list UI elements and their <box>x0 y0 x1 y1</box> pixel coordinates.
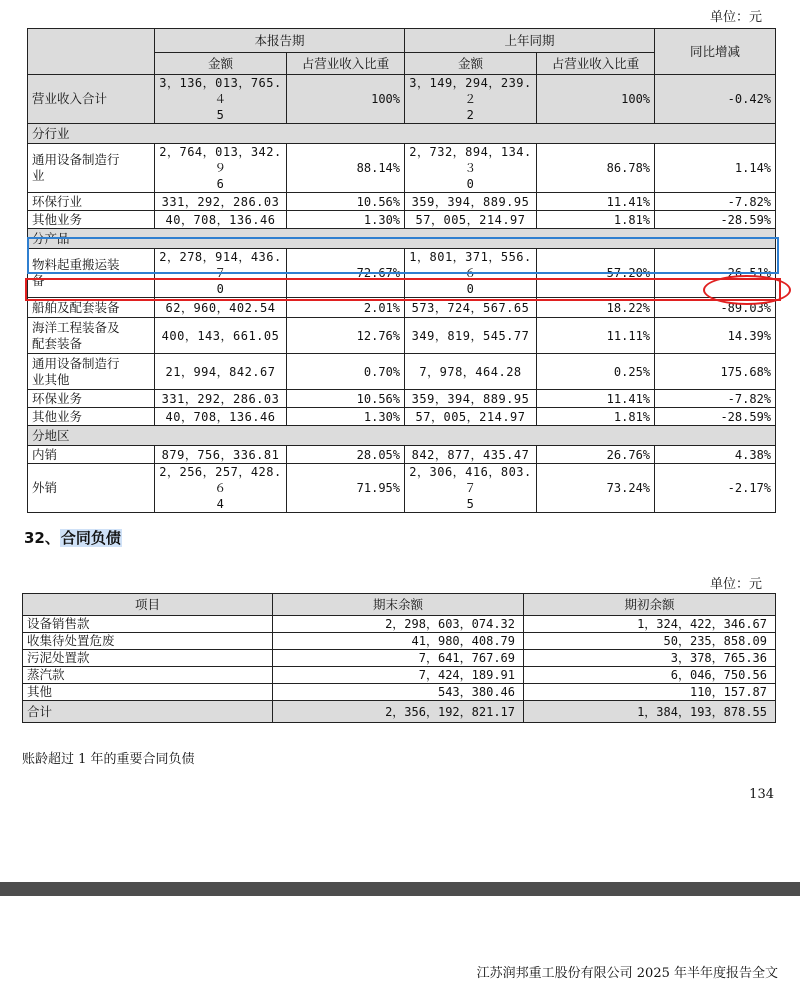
table-row <box>28 318 776 354</box>
prior-ratio: 1.81% <box>537 211 655 229</box>
table-row <box>28 298 776 318</box>
footer-text: 江苏润邦重工股份有限公司 2025 年半年度报告全文 <box>476 966 778 981</box>
prior-ratio: 86.78% <box>537 144 655 193</box>
section-label: 分产品 <box>28 229 776 249</box>
header-ratio-prior: 占营业收入比重 <box>537 53 655 75</box>
header-yoy: 同比增减 <box>655 29 776 75</box>
current-amount: 2，256，257，428.６ 4 <box>155 464 287 513</box>
header-amount-current: 金额 <box>155 53 287 75</box>
row-label: 内销 <box>28 446 155 464</box>
prior-amount: 359，394，889.95 <box>405 390 537 408</box>
table-row <box>28 408 776 426</box>
table-row <box>23 633 776 650</box>
yoy-change: 26.51% <box>655 249 776 298</box>
prior-ratio: 18.22% <box>537 298 655 318</box>
table-row <box>28 446 776 464</box>
item-name: 污泥处置款 <box>23 650 273 667</box>
section-title-text: 合同负债 <box>60 529 121 547</box>
section-label: 分地区 <box>28 426 776 446</box>
table-row <box>28 390 776 408</box>
current-amount: 879，756，336.81 <box>155 446 287 464</box>
note-text: 账龄超过 1 年的重要合同负债 <box>22 752 195 767</box>
yoy-change: -89.03% <box>655 298 776 318</box>
header-blank <box>28 29 155 75</box>
prior-ratio: 57.20% <box>537 249 655 298</box>
header-ending-balance: 期末余额 <box>273 594 524 616</box>
header-prior-period: 上年同期 <box>405 29 655 53</box>
header-ratio-current: 占营业收入比重 <box>287 53 405 75</box>
section-heading <box>24 527 122 548</box>
current-ratio: 72.67% <box>287 249 405 298</box>
prior-amount: 349，819，545.77 <box>405 318 537 354</box>
current-ratio: 88.14% <box>287 144 405 193</box>
table-row <box>23 616 776 633</box>
prior-ratio: 11.11% <box>537 318 655 354</box>
table-row <box>23 667 776 684</box>
section-row <box>28 124 776 144</box>
item-name: 设备销售款 <box>23 616 273 633</box>
contract-liabilities-table <box>22 593 776 723</box>
yoy-change: 14.39% <box>655 318 776 354</box>
header-current-period: 本报告期 <box>155 29 405 53</box>
row-label: 环保行业 <box>28 193 155 211</box>
beginning-balance: 110，157.87 <box>524 684 776 701</box>
current-amount: 40，708，136.46 <box>155 408 287 426</box>
beginning-balance: 1，384，193，878.55 <box>524 701 776 723</box>
section-row <box>28 229 776 249</box>
ending-balance: 7，424，189.91 <box>273 667 524 684</box>
table-row <box>28 75 776 124</box>
item-name: 收集待处置危废 <box>23 633 273 650</box>
prior-ratio: 0.25% <box>537 354 655 390</box>
beginning-balance: 50，235，858.09 <box>524 633 776 650</box>
prior-ratio: 11.41% <box>537 390 655 408</box>
prior-amount: 573，724，567.65 <box>405 298 537 318</box>
header-item: 项目 <box>23 594 273 616</box>
current-ratio: 0.70% <box>287 354 405 390</box>
revenue-composition-table <box>27 28 776 513</box>
current-ratio: 100% <box>287 75 405 124</box>
yoy-change: -7.82% <box>655 390 776 408</box>
section-number: 32、 <box>24 529 60 547</box>
prior-amount: 359，394，889.95 <box>405 193 537 211</box>
current-amount: 40，708，136.46 <box>155 211 287 229</box>
ending-balance: 543，380.46 <box>273 684 524 701</box>
row-label: 外销 <box>28 464 155 513</box>
yoy-change: 4.38% <box>655 446 776 464</box>
prior-amount: 7，978，464.28 <box>405 354 537 390</box>
current-amount: 3，136，013，765.４ 5 <box>155 75 287 124</box>
current-ratio: 10.56% <box>287 193 405 211</box>
section-label: 分行业 <box>28 124 776 144</box>
row-label: 环保业务 <box>28 390 155 408</box>
prior-amount: 57，005，214.97 <box>405 408 537 426</box>
yoy-change: 175.68% <box>655 354 776 390</box>
prior-amount: 3，149，294，239.２ 2 <box>405 75 537 124</box>
current-amount: 2，764，013，342.９ 6 <box>155 144 287 193</box>
prior-ratio: 11.41% <box>537 193 655 211</box>
header-beginning-balance: 期初余额 <box>524 594 776 616</box>
beginning-balance: 6，046，750.56 <box>524 667 776 684</box>
beginning-balance: 1，324，422，346.67 <box>524 616 776 633</box>
table-row <box>28 193 776 211</box>
table-row <box>28 249 776 298</box>
table-row <box>28 144 776 193</box>
yoy-change: -2.17% <box>655 464 776 513</box>
ending-balance: 7，641，767.69 <box>273 650 524 667</box>
ending-balance: 2，356，192，821.17 <box>273 701 524 723</box>
ending-balance: 2，298，603，074.32 <box>273 616 524 633</box>
row-label: 其他业务 <box>28 408 155 426</box>
table-row <box>23 701 776 723</box>
row-label: 物料起重搬运装 备 <box>28 249 155 298</box>
page-number: 134 <box>749 787 774 802</box>
page-separator <box>0 882 800 896</box>
unit-label: 单位：元 <box>709 10 762 25</box>
prior-amount: 2，732，894，134.３ 0 <box>405 144 537 193</box>
row-label: 通用设备制造行 业其他 <box>28 354 155 390</box>
yoy-change: -28.59% <box>655 211 776 229</box>
table-row <box>23 684 776 701</box>
beginning-balance: 3，378，765.36 <box>524 650 776 667</box>
prior-ratio: 26.76% <box>537 446 655 464</box>
current-ratio: 12.76% <box>287 318 405 354</box>
prior-ratio: 100% <box>537 75 655 124</box>
row-label: 营业收入合计 <box>28 75 155 124</box>
table-row <box>28 354 776 390</box>
prior-amount: 57，005，214.97 <box>405 211 537 229</box>
yoy-change: -7.82% <box>655 193 776 211</box>
table-row <box>28 211 776 229</box>
section-row <box>28 426 776 446</box>
prior-amount: 842，877，435.47 <box>405 446 537 464</box>
unit-label: 单位：元 <box>709 577 762 592</box>
current-ratio: 10.56% <box>287 390 405 408</box>
prior-amount: 2，306，416，803.７ 5 <box>405 464 537 513</box>
yoy-change: 1.14% <box>655 144 776 193</box>
yoy-change: -0.42% <box>655 75 776 124</box>
current-ratio: 2.01% <box>287 298 405 318</box>
table-row <box>23 650 776 667</box>
item-name: 合计 <box>23 701 273 723</box>
prior-ratio: 73.24% <box>537 464 655 513</box>
current-ratio: 71.95% <box>287 464 405 513</box>
row-label: 船舶及配套装备 <box>28 298 155 318</box>
row-label: 通用设备制造行 业 <box>28 144 155 193</box>
current-ratio: 1.30% <box>287 408 405 426</box>
table-row <box>28 464 776 513</box>
row-label: 其他业务 <box>28 211 155 229</box>
yoy-change: -28.59% <box>655 408 776 426</box>
prior-amount: 1，801，371，556.６ 0 <box>405 249 537 298</box>
item-name: 其他 <box>23 684 273 701</box>
row-label: 海洋工程装备及 配套装备 <box>28 318 155 354</box>
current-amount: 331，292，286.03 <box>155 193 287 211</box>
ending-balance: 41，980，408.79 <box>273 633 524 650</box>
current-amount: 21，994，842.67 <box>155 354 287 390</box>
current-ratio: 1.30% <box>287 211 405 229</box>
current-amount: 2，278，914，436.７ 0 <box>155 249 287 298</box>
current-amount: 400，143，661.05 <box>155 318 287 354</box>
current-amount: 62，960，402.54 <box>155 298 287 318</box>
current-amount: 331，292，286.03 <box>155 390 287 408</box>
header-amount-prior: 金额 <box>405 53 537 75</box>
current-ratio: 28.05% <box>287 446 405 464</box>
prior-ratio: 1.81% <box>537 408 655 426</box>
item-name: 蒸汽款 <box>23 667 273 684</box>
